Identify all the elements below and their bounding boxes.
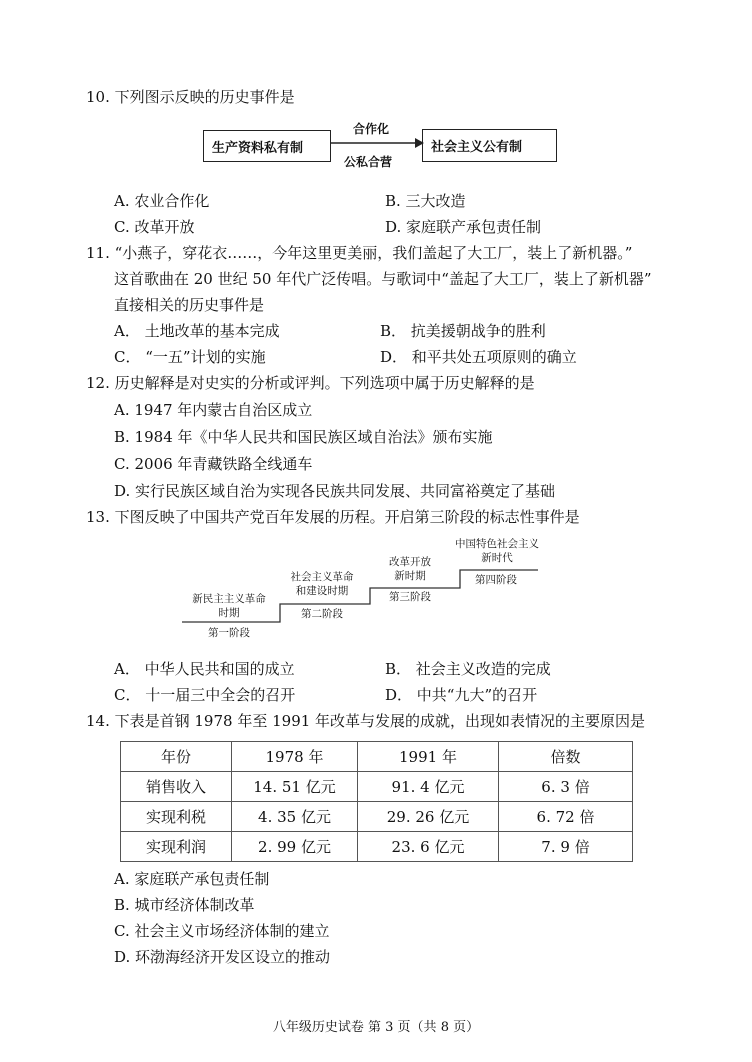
table-header-cell: 年份 — [121, 742, 232, 772]
q14-option-d: D. 环渤海经济开发区设立的推动 — [114, 948, 331, 966]
stage-4-period: 中国特色社会主义 新时代 — [455, 538, 539, 564]
table-header-cell: 1978 年 — [232, 742, 358, 772]
q10-stem: 10. 下列图示反映的历史事件是 — [86, 88, 295, 106]
stage-3-label: 第三阶段 — [389, 591, 431, 603]
q12-stem: 12. 历史解释是对史实的分析或评判。下列选项中属于历史解释的是 — [86, 374, 535, 392]
table-cell: 6. 3 倍 — [499, 772, 633, 802]
q11-line-3: 直接相关的历史事件是 — [114, 296, 265, 314]
q11-option-d: D． 和平共处五项原则的确立 — [380, 348, 577, 366]
q10-option-c: C. 改革开放 — [114, 218, 195, 236]
page-footer: 八年级历史试卷 第 3 页（共 8 页） — [272, 1020, 480, 1035]
q10-option-a: A. 农业合作化 — [114, 192, 210, 210]
table-header-cell: 倍数 — [499, 742, 633, 772]
table-cell: 6. 72 倍 — [499, 802, 633, 832]
steel-table — [120, 741, 633, 862]
table-cell: 23. 6 亿元 — [358, 832, 499, 862]
q11-option-c: C． “一五”计划的实施 — [114, 348, 266, 366]
table-cell: 4. 35 亿元 — [232, 802, 358, 832]
table-cell: 实现利税 — [121, 802, 232, 832]
table-cell: 销售收入 — [121, 772, 232, 802]
table-cell: 7. 9 倍 — [499, 832, 633, 862]
q10-option-d: D. 家庭联产承包责任制 — [385, 218, 542, 236]
stage-1-label: 第一阶段 — [208, 627, 250, 639]
q14-option-b: B. 城市经济体制改革 — [114, 896, 255, 914]
q14-stem: 14. 下表是首钢 1978 年至 1991 年改革与发展的成就，出现如表情况的主要原因是 — [86, 712, 646, 730]
q12-option-d: D. 实行民族区域自治为实现各民族共同发展、共同富裕奠定了基础 — [114, 482, 556, 500]
diagram-left-box: 生产资料私有制 — [203, 130, 331, 162]
q12-option-b: B. 1984 年《中华人民共和国民族区域自治法》颁布实施 — [114, 428, 493, 446]
arrow-top-label: 合作化 — [353, 122, 390, 136]
arrow-bottom-label: 公私合营 — [344, 155, 393, 169]
table-row — [121, 772, 633, 802]
q14-option-c: C. 社会主义市场经济体制的建立 — [114, 922, 330, 940]
stage-4-label: 第四阶段 — [475, 574, 517, 586]
table-header-row — [121, 742, 633, 772]
stage-2-period: 社会主义革命 和建设时期 — [290, 571, 354, 597]
table-cell: 2. 99 亿元 — [232, 832, 358, 862]
diagram-right-box: 社会主义公有制 — [422, 129, 557, 162]
q13-option-c: C． 十一届三中全会的召开 — [114, 686, 296, 704]
stage-3-period: 改革开放 新时期 — [389, 556, 431, 582]
q13-option-d: D． 中共“九大”的召开 — [385, 686, 538, 704]
q10-option-b: B. 三大改造 — [385, 192, 466, 210]
q13-option-b: B． 社会主义改造的完成 — [385, 660, 551, 678]
arrow-right-icon — [331, 136, 425, 150]
stage-2-label: 第二阶段 — [301, 608, 343, 620]
q12-option-a: A. 1947 年内蒙古自治区成立 — [114, 401, 313, 419]
q13-option-a: A． 中华人民共和国的成立 — [114, 660, 295, 678]
q11-option-b: B． 抗美援朝战争的胜利 — [380, 322, 546, 340]
table-cell: 29. 26 亿元 — [358, 802, 499, 832]
q11-option-a: A． 土地改革的基本完成 — [114, 322, 280, 340]
q11-line-2: 这首歌曲在 20 世纪 50 年代广泛传唱。与歌词中“盖起了大工厂，装上了新机器” — [114, 270, 652, 288]
q12-option-c: C. 2006 年青藏铁路全线通车 — [114, 455, 313, 473]
q14-option-a: A. 家庭联产承包责任制 — [114, 870, 270, 888]
table-cell: 14. 51 亿元 — [232, 772, 358, 802]
table-cell: 91. 4 亿元 — [358, 772, 499, 802]
q13-stem: 13. 下图反映了中国共产党百年发展的历程。开启第三阶段的标志性事件是 — [86, 508, 580, 526]
table-cell: 实现利润 — [121, 832, 232, 862]
stage-1-period: 新民主主义革命 时期 — [192, 593, 266, 619]
q11-line-1: 11. “小燕子，穿花衣……，今年这里更美丽，我们盖起了大工厂，装上了新机器。” — [86, 244, 633, 262]
table-header-cell: 1991 年 — [358, 742, 499, 772]
table-row — [121, 802, 633, 832]
table-row — [121, 832, 633, 862]
